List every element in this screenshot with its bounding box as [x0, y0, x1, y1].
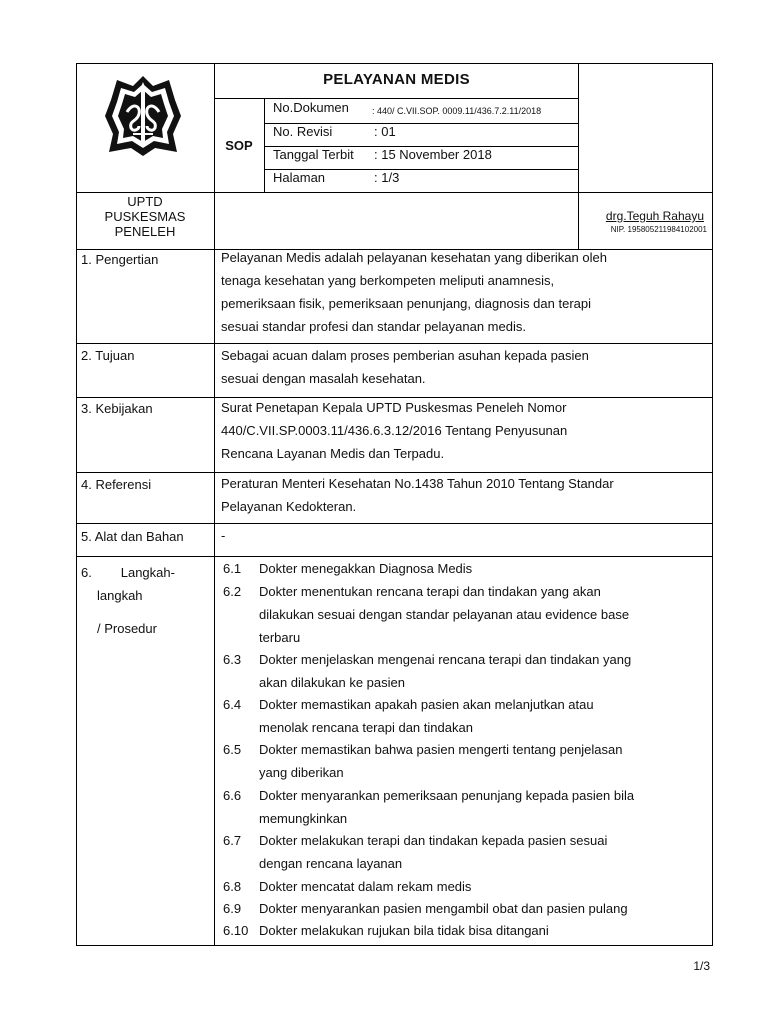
step-number: 6.3 — [223, 652, 242, 667]
step-number: 6.7 — [223, 833, 242, 848]
page-number: 1/3 — [693, 959, 710, 973]
text-line: akan dilakukan ke pasien — [259, 675, 405, 690]
step-number: 6.2 — [223, 584, 242, 599]
text-line: Dokter melakukan terapi dan tindakan kepada pasien sesuai — [259, 833, 608, 848]
procedure-step — [223, 919, 695, 942]
org-line: PUSKESMAS — [104, 209, 186, 224]
issue-date-value: : 15 November 2018 — [374, 147, 492, 162]
step-number: 6.8 — [223, 879, 242, 894]
step-number: 6.10 — [223, 923, 249, 938]
issue-date-label: Tanggal Terbit — [273, 147, 354, 162]
text-line: Pelayanan Medis adalah pelayanan kesehatan yang diberikan oleh — [221, 250, 607, 265]
text-line: - — [221, 528, 226, 543]
label-line: langkah — [97, 588, 143, 603]
procedure-step — [223, 784, 695, 830]
step-number: 6.4 — [223, 697, 242, 712]
section-label-pengertian: 1. Pengertian — [81, 252, 159, 267]
step-number: 6.9 — [223, 901, 242, 916]
procedure-step — [223, 648, 695, 694]
label-line: / Prosedur — [97, 621, 157, 636]
page-label: Halaman — [273, 170, 326, 185]
text-line: Dokter melakukan rujukan bila tidak bisa ditangani — [259, 923, 549, 938]
section-label-kebijakan: 3. Kebijakan — [81, 401, 153, 416]
procedure-step — [223, 557, 695, 580]
section-label-tujuan: 2. Tujuan — [81, 348, 135, 363]
procedure-step — [223, 829, 695, 875]
org-line: UPTD — [127, 194, 163, 209]
procedure-step — [223, 580, 695, 649]
section-label-referensi: 4. Referensi — [81, 477, 152, 492]
text-line: Dokter memastikan apakah pasien akan melanjutkan atau — [259, 697, 594, 712]
text-line: pemeriksaan fisik, pemeriksaan penunjang, diagnosis dan terapi — [221, 296, 591, 311]
page-value: : 1/3 — [374, 170, 400, 185]
procedure-step — [223, 897, 695, 920]
text-line: Rencana Layanan Medis dan Terpadu. — [221, 446, 445, 461]
text-line: terbaru — [259, 630, 301, 645]
text-line: Sebagai acuan dalam proses pemberian asuhan kepada pasien — [221, 348, 589, 363]
text-line: memungkinkan — [259, 811, 348, 826]
text-line: Dokter menjelaskan mengenai rencana terapi dan tindakan yang — [259, 652, 632, 667]
section-body-referensi — [221, 472, 694, 518]
step-number: 6.6 — [223, 788, 242, 803]
city-emblem-icon — [103, 72, 183, 158]
section-body-pengertian — [221, 246, 694, 338]
step-number: 6.5 — [223, 742, 242, 757]
document-title: PELAYANAN MEDIS — [323, 71, 470, 88]
procedure-step — [223, 738, 695, 784]
text-line: Dokter memastikan bahwa pasien mengerti tentang penjelasan — [259, 742, 623, 757]
text-line: Dokter mencatat dalam rekam medis — [259, 879, 472, 894]
text-line: sesuai standar profesi dan standar pelayanan medis. — [221, 319, 526, 334]
text-line: menolak rencana terapi dan tindakan — [259, 720, 473, 735]
text-line: sesuai dengan masalah kesehatan. — [221, 371, 426, 386]
text-line: Dokter menegakkan Diagnosa Medis — [259, 561, 473, 576]
text-line: Pelayanan Kedokteran. — [221, 499, 357, 514]
sop-label: SOP — [225, 138, 253, 153]
label-line: 6. Langkah- — [81, 565, 175, 580]
revision-label: No. Revisi — [273, 124, 333, 139]
text-line: yang diberikan — [259, 765, 344, 780]
signatory-name: drg.Teguh Rahayu — [605, 209, 704, 223]
section-body-alat — [221, 524, 694, 547]
section-label-prosedur — [81, 561, 175, 640]
text-line: Surat Penetapan Kepala UPTD Puskesmas Peneleh Nomor — [221, 400, 567, 415]
text-line: dilakukan sesuai dengan standar pelayanan atau evidence base — [259, 607, 630, 622]
step-number: 6.1 — [223, 561, 242, 576]
section-body-kebijakan — [221, 396, 694, 465]
text-line: Dokter menentukan rencana terapi dan tindakan yang akan — [259, 584, 601, 599]
revision-value: : 01 — [374, 124, 396, 139]
text-line: Peraturan Menteri Kesehatan No.1438 Tahun 2010 Tentang Standar — [221, 476, 614, 491]
doc-number-label: No.Dokumen — [273, 100, 349, 115]
text-line: tenaga kesehatan yang berkompeten meliputi anamnesis, — [221, 273, 555, 288]
procedure-step — [223, 693, 695, 739]
text-line: Dokter menyarankan pasien mengambil obat dan pasien pulang — [259, 901, 628, 916]
text-line: 440/C.VII.SP.0003.11/436.6.3.12/2016 Tentang Penyusunan — [221, 423, 568, 438]
procedure-step — [223, 875, 695, 898]
text-line: Dokter menyarankan pemeriksaan penunjang kepada pasien bila — [259, 788, 635, 803]
section-label-alat: 5. Alat dan Bahan — [81, 529, 184, 544]
text-line: dengan rencana layanan — [259, 856, 403, 871]
signatory-nip: NIP. 195805211984102001 — [610, 225, 707, 234]
org-name — [76, 194, 214, 239]
org-line: PENELEH — [114, 224, 176, 239]
doc-number-value: : 440/ C.VII.SOP. 0009.11/436.7.2.11/2018 — [372, 106, 542, 116]
section-body-tujuan — [221, 344, 694, 390]
